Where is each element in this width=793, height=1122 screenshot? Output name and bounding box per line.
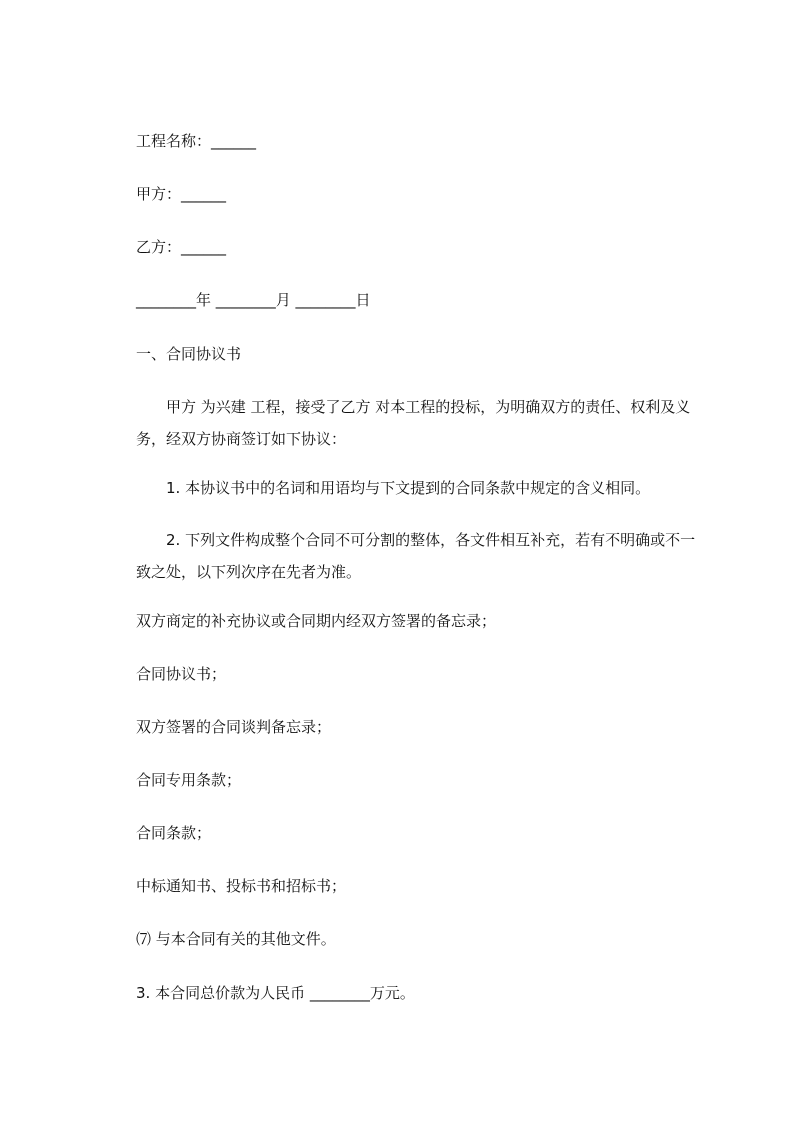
party-b-field: 乙方：______ <box>136 238 227 256</box>
party-a-field: 甲方：______ <box>136 185 227 203</box>
clause-1: 1. 本协议书中的名词和用语均与下文提到的合同条款中规定的含义相同。 <box>166 479 651 497</box>
list-item: ⑺ 与本合同有关的其他文件。 <box>136 930 336 948</box>
list-item: 合同条款； <box>136 824 212 842</box>
list-item: 双方签署的合同谈判备忘录； <box>136 718 332 736</box>
section-title: 一、合同协议书 <box>136 345 242 363</box>
date-line: ________年 ________月 ________日 <box>136 291 371 309</box>
list-item: 合同专用条款； <box>136 771 242 789</box>
list-item: 中标通知书、投标书和招标书； <box>136 877 347 895</box>
list-item: 双方商定的补充协议或合同期内经双方签署的备忘录； <box>136 612 497 630</box>
intro-paragraph: 甲方 为兴建 工程，接受了乙方 对本工程的投标，为明确双方的责任、权利及义务，经双方协商签订如下协议： <box>136 398 691 448</box>
clause-2: 2. 下列文件构成整个合同不可分割的整体，各文件相互补充，若有不明确或不一致之处，以下列次序在先者为准。 <box>136 531 696 581</box>
project-name-field: 工程名称：______ <box>136 132 257 150</box>
list-item: 合同协议书； <box>136 665 227 683</box>
clause-3: 3. 本合同总价款为人民币 ________万元。 <box>136 984 415 1002</box>
